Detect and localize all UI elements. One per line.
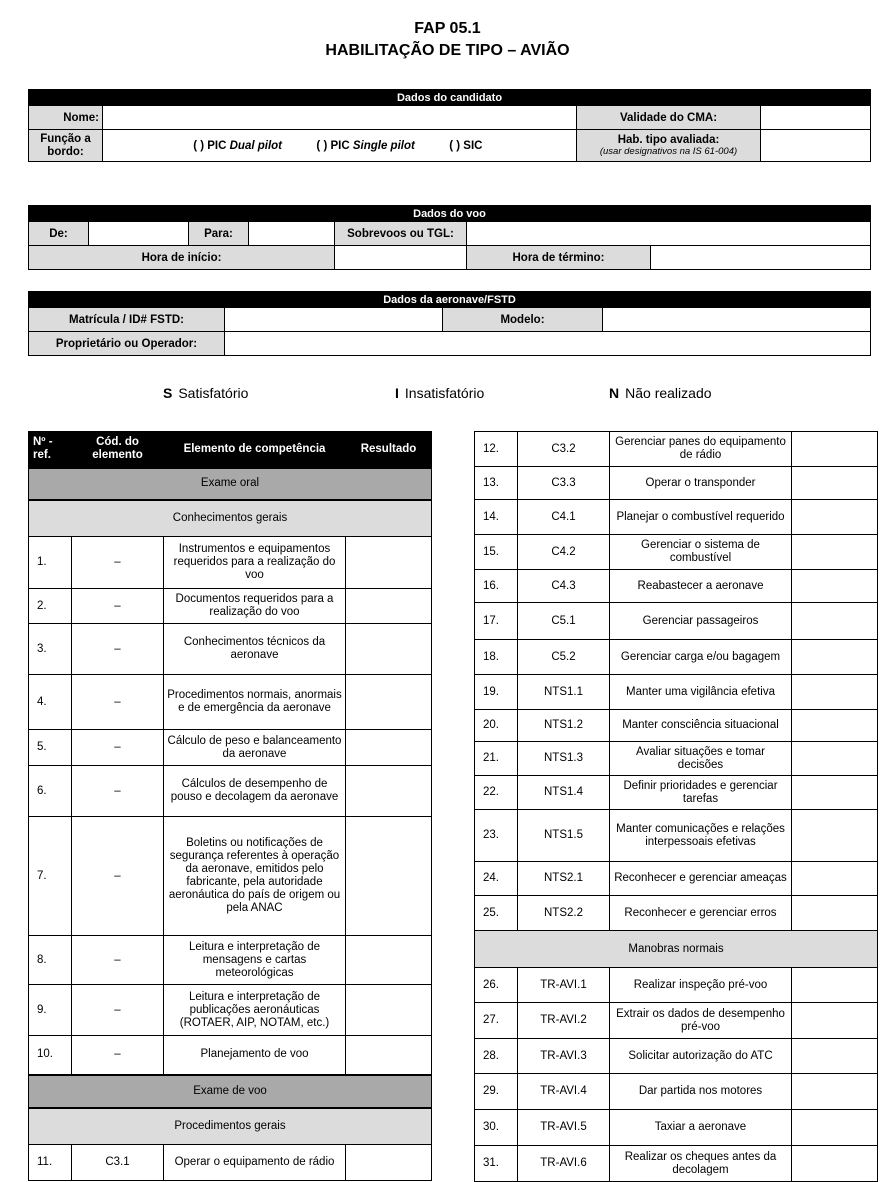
table-row [475, 675, 878, 710]
table-row [475, 640, 878, 675]
item-code: – [72, 624, 164, 675]
item-element: Dar partida nos motores [610, 1074, 792, 1110]
legend-satisfactory: S Satisfatório [163, 385, 249, 401]
option-sic[interactable]: ( ) SIC [449, 139, 483, 152]
item-result-field[interactable] [346, 817, 432, 936]
item-element: Manter consciência situacional [610, 710, 792, 742]
table-row [475, 1074, 878, 1110]
function-options [103, 130, 577, 162]
item-ref: 21. [475, 742, 518, 776]
section-oral-exam: Exame oral [29, 468, 432, 500]
item-element: Reabastecer a aeronave [610, 570, 792, 603]
item-result-field[interactable] [792, 742, 878, 776]
table-row [475, 432, 878, 467]
item-ref: 20. [475, 710, 518, 742]
table-row [475, 535, 878, 570]
cma-label: Validade do CMA: [577, 106, 761, 130]
item-code: TR-AVI.3 [518, 1039, 610, 1074]
option-pic-single[interactable]: ( ) PIC Single pilot [316, 139, 415, 152]
item-code: C4.2 [518, 535, 610, 570]
item-ref: 23. [475, 810, 518, 862]
item-result-field[interactable] [792, 776, 878, 810]
table-row [475, 1110, 878, 1146]
item-code: – [72, 766, 164, 817]
from-label: De: [29, 222, 89, 246]
item-ref: 10. [29, 1036, 72, 1075]
overflight-label: Sobrevoos ou TGL: [335, 222, 467, 246]
item-result-field[interactable] [346, 985, 432, 1036]
left-competency-table [28, 431, 432, 1181]
item-code: – [72, 675, 164, 730]
item-result-field[interactable] [346, 1145, 432, 1181]
item-code: C4.3 [518, 570, 610, 603]
table-row [475, 1039, 878, 1074]
overflight-field[interactable] [467, 222, 871, 246]
col-ref: Nº - ref. [29, 432, 72, 468]
table-row [29, 624, 432, 675]
item-code: – [72, 537, 164, 589]
item-result-field[interactable] [792, 500, 878, 535]
item-ref: 11. [29, 1145, 72, 1181]
item-ref: 5. [29, 730, 72, 766]
item-result-field[interactable] [792, 467, 878, 500]
table-row [475, 776, 878, 810]
item-ref: 8. [29, 936, 72, 985]
item-element: Cálculo de peso e balanceamento da aeronave [164, 730, 346, 766]
item-result-field[interactable] [346, 1036, 432, 1075]
section-general-procedures: Procedimentos gerais [29, 1108, 432, 1145]
item-ref: 17. [475, 603, 518, 640]
item-ref: 7. [29, 817, 72, 936]
item-element: Definir prioridades e gerenciar tarefas [610, 776, 792, 810]
name-label: Nome: [29, 106, 103, 130]
option-pic-dual[interactable]: ( ) PIC Dual pilot [193, 139, 283, 152]
item-code: NTS1.5 [518, 810, 610, 862]
registration-field[interactable] [225, 308, 443, 332]
type-rating-label: Hab. tipo avaliada: (usar designativos na IS 61-004) [577, 130, 761, 162]
table-row [475, 603, 878, 640]
table-row [29, 1036, 432, 1075]
aircraft-section-title: Dados da aeronave/FSTD [29, 292, 871, 308]
cma-field[interactable] [761, 106, 871, 130]
item-code: – [72, 730, 164, 766]
item-ref: 31. [475, 1146, 518, 1182]
function-label: Função a bordo: [29, 130, 103, 162]
item-result-field[interactable] [792, 1039, 878, 1074]
table-row [475, 742, 878, 776]
item-code: NTS2.1 [518, 862, 610, 896]
table-row [475, 500, 878, 535]
table-row [29, 730, 432, 766]
item-element: Boletins ou notificações de segurança referentes à operação da aeronave, emitidos pelo fabricante, pela autoridade aeronáutica do país de origem ou pela ANAC [164, 817, 346, 936]
table-row [29, 936, 432, 985]
item-ref: 22. [475, 776, 518, 810]
item-ref: 15. [475, 535, 518, 570]
item-ref: 25. [475, 896, 518, 931]
item-result-field[interactable] [346, 936, 432, 985]
registration-label: Matrícula / ID# FSTD: [29, 308, 225, 332]
table-row [29, 589, 432, 624]
item-code: NTS1.3 [518, 742, 610, 776]
item-element: Gerenciar panes do equipamento de rádio [610, 432, 792, 467]
item-element: Planejar o combustível requerido [610, 500, 792, 535]
item-code: – [72, 985, 164, 1036]
item-ref: 28. [475, 1039, 518, 1074]
item-code: C5.2 [518, 640, 610, 675]
item-element: Manter comunicações e relações interpessoais efetivas [610, 810, 792, 862]
item-ref: 19. [475, 675, 518, 710]
item-code: TR-AVI.1 [518, 968, 610, 1003]
table-row [29, 817, 432, 936]
section-general-knowledge: Conhecimentos gerais [29, 500, 432, 537]
item-result-field[interactable] [346, 537, 432, 589]
candidate-table [28, 89, 871, 162]
section-normal-maneuvers: Manobras normais [475, 931, 878, 968]
item-element: Conhecimentos técnicos da aeronave [164, 624, 346, 675]
table-row [29, 766, 432, 817]
table-row [475, 896, 878, 931]
table-row [475, 710, 878, 742]
start-time-label: Hora de início: [29, 246, 335, 270]
table-row [29, 985, 432, 1036]
item-result-field[interactable] [346, 730, 432, 766]
item-ref: 1. [29, 537, 72, 589]
form-title: HABILITAÇÃO DE TIPO – AVIÃO [325, 42, 570, 59]
type-rating-field[interactable] [761, 130, 871, 162]
item-result-field[interactable] [346, 589, 432, 624]
item-result-field[interactable] [792, 1110, 878, 1146]
item-code: – [72, 936, 164, 985]
col-code: Cód. do elemento [72, 432, 164, 468]
table-row [475, 1146, 878, 1182]
item-result-field[interactable] [792, 675, 878, 710]
item-code: NTS1.4 [518, 776, 610, 810]
end-time-field[interactable] [651, 246, 871, 270]
item-ref: 6. [29, 766, 72, 817]
col-result: Resultado [346, 432, 432, 468]
to-field[interactable] [249, 222, 335, 246]
item-result-field[interactable] [792, 535, 878, 570]
item-code: C5.1 [518, 603, 610, 640]
item-result-field[interactable] [792, 570, 878, 603]
from-field[interactable] [89, 222, 189, 246]
item-element: Leitura e interpretação de publicações aeronáuticas (ROTAER, AIP, NOTAM, etc.) [164, 985, 346, 1036]
item-code: C3.3 [518, 467, 610, 500]
item-result-field[interactable] [346, 624, 432, 675]
owner-field[interactable] [225, 332, 871, 356]
item-result-field[interactable] [792, 640, 878, 675]
candidate-section-title: Dados do candidato [29, 90, 871, 106]
item-ref: 12. [475, 432, 518, 467]
item-result-field[interactable] [792, 1074, 878, 1110]
item-element: Operar o equipamento de rádio [164, 1145, 346, 1181]
item-ref: 29. [475, 1074, 518, 1110]
item-ref: 24. [475, 862, 518, 896]
item-element: Realizar os cheques antes da decolagem [610, 1146, 792, 1182]
item-element: Reconhecer e gerenciar ameaças [610, 862, 792, 896]
item-element: Documentos requeridos para a realização do voo [164, 589, 346, 624]
item-ref: 4. [29, 675, 72, 730]
item-code: C3.1 [72, 1145, 164, 1181]
item-element: Cálculos de desempenho de pouso e decolagem da aeronave [164, 766, 346, 817]
item-element: Gerenciar carga e/ou bagagem [610, 640, 792, 675]
flight-section-title: Dados do voo [29, 206, 871, 222]
item-element: Gerenciar passageiros [610, 603, 792, 640]
item-element: Taxiar a aeronave [610, 1110, 792, 1146]
right-competency-table [474, 431, 878, 1182]
item-code: – [72, 817, 164, 936]
item-element: Instrumentos e equipamentos requeridos para a realização do voo [164, 537, 346, 589]
table-row [475, 570, 878, 603]
item-result-field[interactable] [792, 1003, 878, 1039]
table-row [475, 1003, 878, 1039]
type-rating-note: (usar designativos na IS 61-004) [599, 145, 738, 157]
table-row [475, 862, 878, 896]
item-element: Realizar inspeção pré-voo [610, 968, 792, 1003]
owner-label: Proprietário ou Operador: [29, 332, 225, 356]
table-row [29, 1145, 432, 1181]
item-code: TR-AVI.6 [518, 1146, 610, 1182]
item-result-field[interactable] [792, 1146, 878, 1182]
item-ref: 30. [475, 1110, 518, 1146]
item-ref: 3. [29, 624, 72, 675]
item-ref: 13. [475, 467, 518, 500]
item-element: Operar o transponder [610, 467, 792, 500]
item-ref: 14. [475, 500, 518, 535]
item-element: Reconhecer e gerenciar erros [610, 896, 792, 931]
item-ref: 16. [475, 570, 518, 603]
col-element: Elemento de competência [164, 432, 346, 468]
table-row [29, 537, 432, 589]
item-element: Avaliar situações e tomar decisões [610, 742, 792, 776]
item-result-field[interactable] [346, 766, 432, 817]
item-code: NTS1.1 [518, 675, 610, 710]
item-ref: 9. [29, 985, 72, 1036]
item-ref: 2. [29, 589, 72, 624]
item-code: TR-AVI.4 [518, 1074, 610, 1110]
name-field[interactable] [103, 106, 577, 130]
item-element: Planejamento de voo [164, 1036, 346, 1075]
item-result-field[interactable] [792, 968, 878, 1003]
item-result-field[interactable] [792, 603, 878, 640]
table-row [475, 467, 878, 500]
item-result-field[interactable] [792, 862, 878, 896]
to-label: Para: [189, 222, 249, 246]
item-code: C4.1 [518, 500, 610, 535]
flight-table [28, 205, 871, 270]
item-code: TR-AVI.5 [518, 1110, 610, 1146]
item-element: Leitura e interpretação de mensagens e cartas meteorológicas [164, 936, 346, 985]
item-code: NTS1.2 [518, 710, 610, 742]
section-flight-exam: Exame de voo [29, 1075, 432, 1108]
table-row [475, 968, 878, 1003]
item-result-field[interactable] [792, 710, 878, 742]
item-element: Procedimentos normais, anormais e de emergência da aeronave [164, 675, 346, 730]
item-code: – [72, 1036, 164, 1075]
legend-not-performed: N Não realizado [609, 385, 712, 401]
item-result-field[interactable] [792, 896, 878, 931]
item-code: TR-AVI.2 [518, 1003, 610, 1039]
item-result-field[interactable] [346, 675, 432, 730]
start-time-field[interactable] [335, 246, 467, 270]
legend-unsatisfactory: I Insatisfatório [395, 385, 485, 401]
form-code: FAP 05.1 [414, 20, 481, 37]
item-code: NTS2.2 [518, 896, 610, 931]
item-result-field[interactable] [792, 432, 878, 467]
aircraft-table [28, 291, 871, 356]
item-element: Manter uma vigilância efetiva [610, 675, 792, 710]
item-result-field[interactable] [792, 810, 878, 862]
item-code: – [72, 589, 164, 624]
item-ref: 27. [475, 1003, 518, 1039]
item-code: C3.2 [518, 432, 610, 467]
table-row [29, 675, 432, 730]
item-ref: 26. [475, 968, 518, 1003]
end-time-label: Hora de término: [467, 246, 651, 270]
model-label: Modelo: [443, 308, 603, 332]
model-field[interactable] [603, 308, 871, 332]
item-element: Solicitar autorização do ATC [610, 1039, 792, 1074]
item-element: Extrair os dados de desempenho pré-voo [610, 1003, 792, 1039]
table-row [475, 810, 878, 862]
item-ref: 18. [475, 640, 518, 675]
item-element: Gerenciar o sistema de combustível [610, 535, 792, 570]
